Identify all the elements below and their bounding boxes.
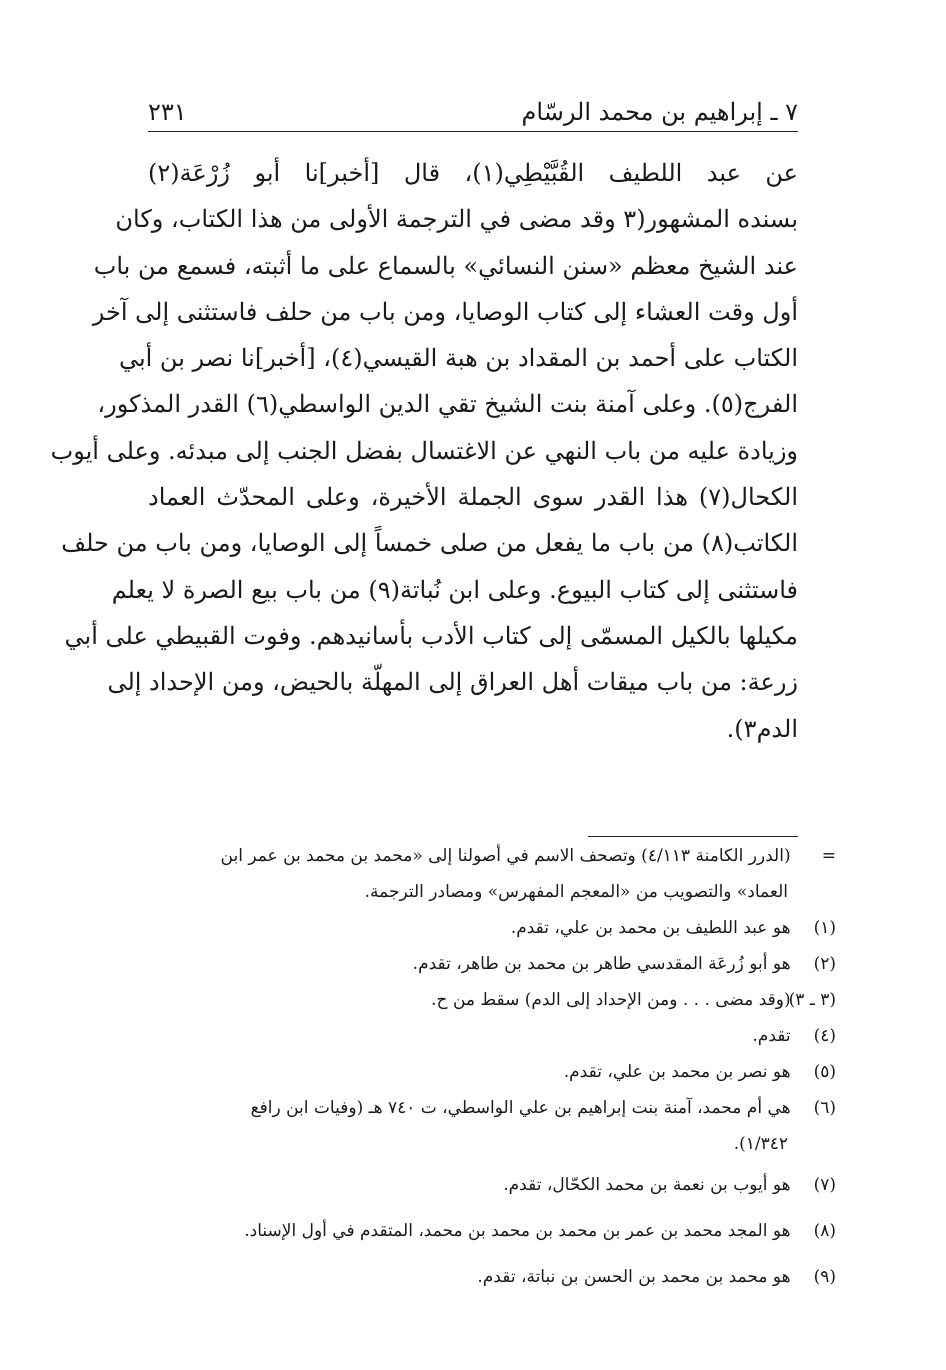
footnote-item — [140, 910, 836, 946]
page-number: ٢٣١ — [148, 98, 187, 126]
chapter-title: ٧ ـ إبراهيم بن محمد الرسّام — [521, 98, 798, 126]
footnote-text: (الدرر الكامنة ٤/١١٣) وتصحف الاسم في أصولنا إلى «محمد بن محمد بن عمر ابن — [220, 846, 791, 866]
footnote-text: هو أبو زُرعَة المقدسي طاهر بن محمد بن طاهر، تقدم. — [412, 954, 791, 974]
footnote-item — [140, 1090, 836, 1126]
text-line: الفرج(٥). وعلى آمنة بنت الشيخ تقي الدين الواسطي(٦) القدر المذكور، — [97, 390, 798, 419]
footnote-number: (٢) — [813, 954, 836, 974]
footnotes — [140, 838, 836, 1300]
footnote-text: تقدم. — [752, 1026, 791, 1046]
footnote-text: العماد» والتصويب من «المعجم المفهرس» ومصادر الترجمة. — [364, 882, 788, 902]
text-line: عن عبد اللطيف القُبَّيْطِي(١)، قال [أخبر]نا أبو زُرْعَة(٢) — [148, 159, 799, 187]
text-line: الكحال(٧) هذا القدر سوى الجملة الأخيرة، وعلى المحدّث العماد — [148, 483, 798, 512]
footnote-item — [140, 1018, 836, 1054]
footnote-continuation — [140, 838, 836, 874]
footnote-number: (٣ ـ ٣) — [788, 990, 836, 1010]
text-line: أول وقت العشاء إلى كتاب الوصايا، ومن باب من حلف فاستثنى إلى آخر — [92, 297, 798, 326]
footnote-text: (وقد مضى . . . ومن الإحداد إلى الدم) سقط من ح. — [431, 990, 791, 1010]
footnote-separator — [588, 836, 798, 837]
footnote-number: (٥) — [813, 1062, 836, 1082]
continuation-marker: = — [821, 846, 836, 866]
footnote-text: هو المجد محمد بن عمر بن محمد بن محمد بن محمد، المتقدم في أول الإسناد. — [244, 1221, 791, 1241]
footnote-text: هو أيوب بن نعمة بن محمد الكحّال، تقدم. — [503, 1175, 791, 1195]
footnote-item — [140, 1162, 836, 1208]
text-line: وزيادة عليه من باب النهي عن الاغتسال بفضل الجنب إلى مبدئه. وعلى أيوب — [50, 436, 798, 465]
footnote-continuation — [140, 874, 836, 910]
footnote-text: هو محمد بن محمد بن الحسن بن نباتة، تقدم. — [477, 1267, 791, 1287]
footnote-number: (٩) — [813, 1267, 836, 1287]
footnote-text: هو نصر بن محمد بن علي، تقدم. — [563, 1062, 791, 1082]
text-line: زرعة: من باب ميقات أهل العراق إلى المهلّة بالحيض، ومن الإحداد إلى — [107, 668, 798, 697]
text-line: الكتاب على أحمد بن المقداد بن هبة القيسي(٤)، [أخبر]نا نصر بن أبي — [118, 344, 798, 373]
text-line: بسنده المشهور(٣ وقد مضى في الترجمة الأولى من هذا الكتاب، وكان — [115, 205, 798, 234]
footnote-text: ١/٣٤٢). — [733, 1134, 788, 1154]
text-line: مكيلها بالكيل المسمّى إلى كتاب الأدب بأسانيدهم. وفوت القبيطي على أبي — [64, 621, 798, 650]
main-text — [50, 150, 799, 752]
footnote-continuation — [140, 1126, 836, 1162]
footnote-item — [140, 1054, 836, 1090]
footnote-number: (٨) — [813, 1221, 836, 1241]
footnote-number: (٧) — [813, 1175, 836, 1195]
text-line: الدم٣). — [726, 714, 798, 743]
footnote-number: (٤) — [813, 1026, 836, 1046]
footnote-item — [140, 1208, 836, 1254]
header-rule — [148, 131, 798, 132]
running-header — [148, 86, 798, 126]
text-line: الكاتب(٨) من باب ما يفعل من صلى خمساً إلى الوصايا، ومن باب من حلف — [61, 529, 798, 558]
footnote-item — [140, 982, 836, 1018]
footnote-item — [140, 1254, 836, 1300]
footnote-text: هي أم محمد، آمنة بنت إبراهيم بن علي الواسطي، ت ٧٤٠ هـ (وفيات ابن رافع — [250, 1098, 791, 1118]
footnote-number: (٦) — [813, 1098, 836, 1118]
text-line: عند الشيخ معظم «سنن النسائي» بالسماع على ما أثبته، فسمع من باب — [93, 251, 798, 280]
footnote-text: هو عبد اللطيف بن محمد بن علي، تقدم. — [510, 918, 791, 938]
footnote-item — [140, 946, 836, 982]
text-line: فاستثنى إلى كتاب البيوع. وعلى ابن نُباتة(٩) من باب بيع الصرة لا يعلم — [111, 575, 798, 604]
footnote-number: (١) — [813, 918, 836, 938]
